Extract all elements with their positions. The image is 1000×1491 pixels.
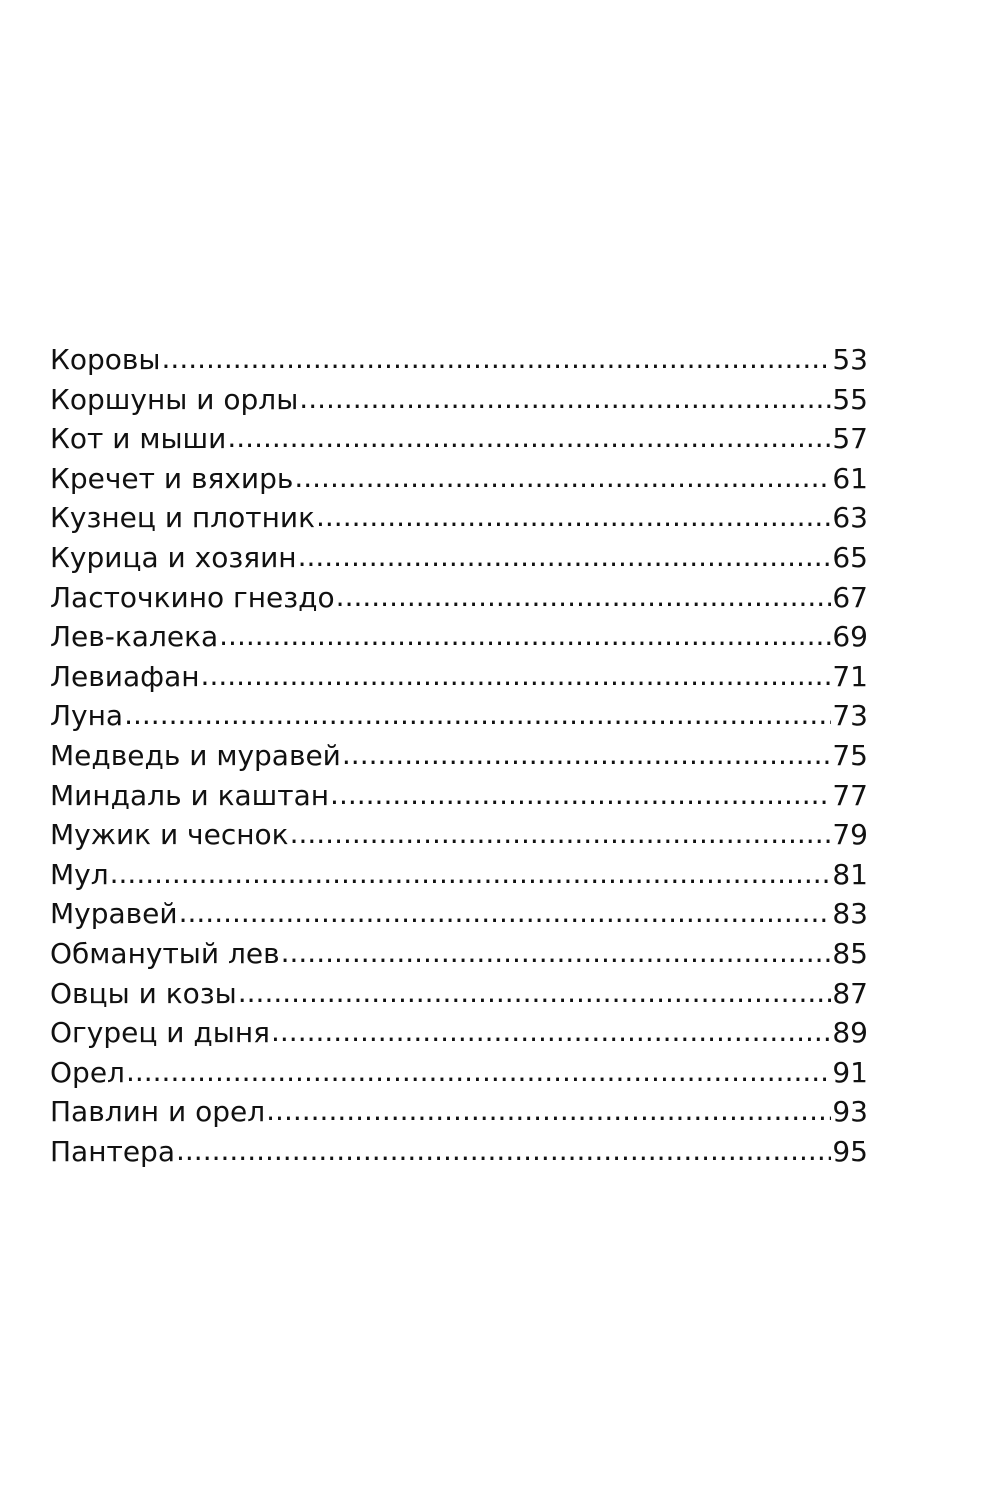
toc-entry[interactable] [50,1013,868,1053]
toc-entry-page-number: 71 [832,659,868,693]
toc-entry-page-number: 53 [832,343,868,376]
dot-leader [201,656,832,696]
toc-entry[interactable] [50,815,868,855]
toc-entry-title: Лев-калека [50,620,219,654]
toc-entry-title: Пантера [50,1134,175,1168]
toc-entry-title: Коршуны и орлы [50,382,299,416]
toc-entry-title: Кот и мыши [50,422,227,456]
toc-entry-page-number: 69 [832,620,868,654]
dot-leader [176,1131,831,1171]
dot-leader [162,339,832,379]
toc-entry-title: Овцы и козы [50,976,237,1010]
toc-entry[interactable] [50,934,868,974]
toc-entry[interactable] [50,894,868,934]
toc-entry-title: Огурец и дыня [50,1016,270,1050]
toc-entry-page-number: 89 [832,1016,868,1050]
dot-leader [294,458,831,498]
toc-entry[interactable] [50,459,868,499]
toc-entry-page-number: 73 [832,699,868,733]
toc-entry-page-number: 93 [832,1095,868,1129]
toc-entry[interactable] [50,578,868,618]
toc-entry[interactable] [50,419,868,459]
dot-leader [227,418,831,458]
dot-leader [238,973,832,1013]
dot-leader [336,577,832,617]
toc-entry[interactable] [50,855,868,895]
toc-entry-title: Миндаль и каштан [50,778,330,812]
dot-leader [271,1012,831,1052]
toc-entry[interactable] [50,736,868,776]
toc-entry-title: Курица и хозяин [50,540,297,574]
toc-entry[interactable] [50,538,868,578]
toc-entry-page-number: 57 [832,422,868,456]
toc-entry[interactable] [50,696,868,736]
toc-entry[interactable] [50,498,868,538]
dot-leader [281,933,832,973]
dot-leader [124,695,831,735]
toc-entry[interactable] [50,657,868,697]
dot-leader [299,379,831,419]
toc-entry-page-number: 67 [832,580,868,614]
dot-leader [266,1091,831,1131]
toc-entry-page-number: 65 [832,540,868,574]
toc-entry-page-number: 91 [832,1055,868,1089]
toc-entry-page-number: 63 [832,501,868,535]
toc-entry-page-number: 75 [832,738,868,772]
toc-entry[interactable] [50,340,868,380]
toc-entry-title: Ласточкино гнездо [50,580,335,614]
toc-entry[interactable] [50,974,868,1014]
dot-leader [110,854,832,894]
toc-entry-page-number: 87 [832,976,868,1010]
toc-entry-page-number: 55 [832,382,868,416]
table-of-contents [50,340,868,1171]
toc-entry[interactable] [50,1092,868,1132]
toc-entry-title: Медведь и муравей [50,738,341,772]
toc-entry[interactable] [50,776,868,816]
toc-entry-page-number: 95 [832,1134,868,1168]
toc-entry-page-number: 85 [832,936,868,970]
toc-entry-title: Мул [50,857,109,891]
toc-entry-title: Левиафан [50,659,200,693]
toc-entry-title: Луна [50,699,124,733]
dot-leader [316,497,831,537]
toc-entry[interactable] [50,1053,868,1093]
toc-entry-title: Павлин и орел [50,1095,266,1129]
dot-leader [179,893,832,933]
toc-entry-page-number: 81 [832,857,868,891]
toc-entry-page-number: 77 [832,778,868,812]
toc-entry-title: Кречет и вяхирь [50,461,294,495]
toc-entry-title: Муравей [50,897,178,931]
toc-entry[interactable] [50,617,868,657]
dot-leader [330,775,831,815]
toc-entry-title: Коровы [50,343,161,376]
dot-leader [342,735,831,775]
toc-entry-title: Орел [50,1055,125,1089]
toc-entry[interactable] [50,1132,868,1172]
dot-leader [298,537,832,577]
toc-entry[interactable] [50,380,868,420]
toc-entry-page-number: 79 [832,818,868,852]
toc-entry-page-number: 61 [832,461,868,495]
dot-leader [219,616,831,656]
dot-leader [126,1052,831,1092]
toc-entry-page-number: 83 [832,897,868,931]
toc-entry-title: Обманутый лев [50,936,280,970]
dot-leader [290,814,832,854]
toc-entry-title: Мужик и чеснок [50,818,289,852]
toc-entry-title: Кузнец и плотник [50,501,315,535]
